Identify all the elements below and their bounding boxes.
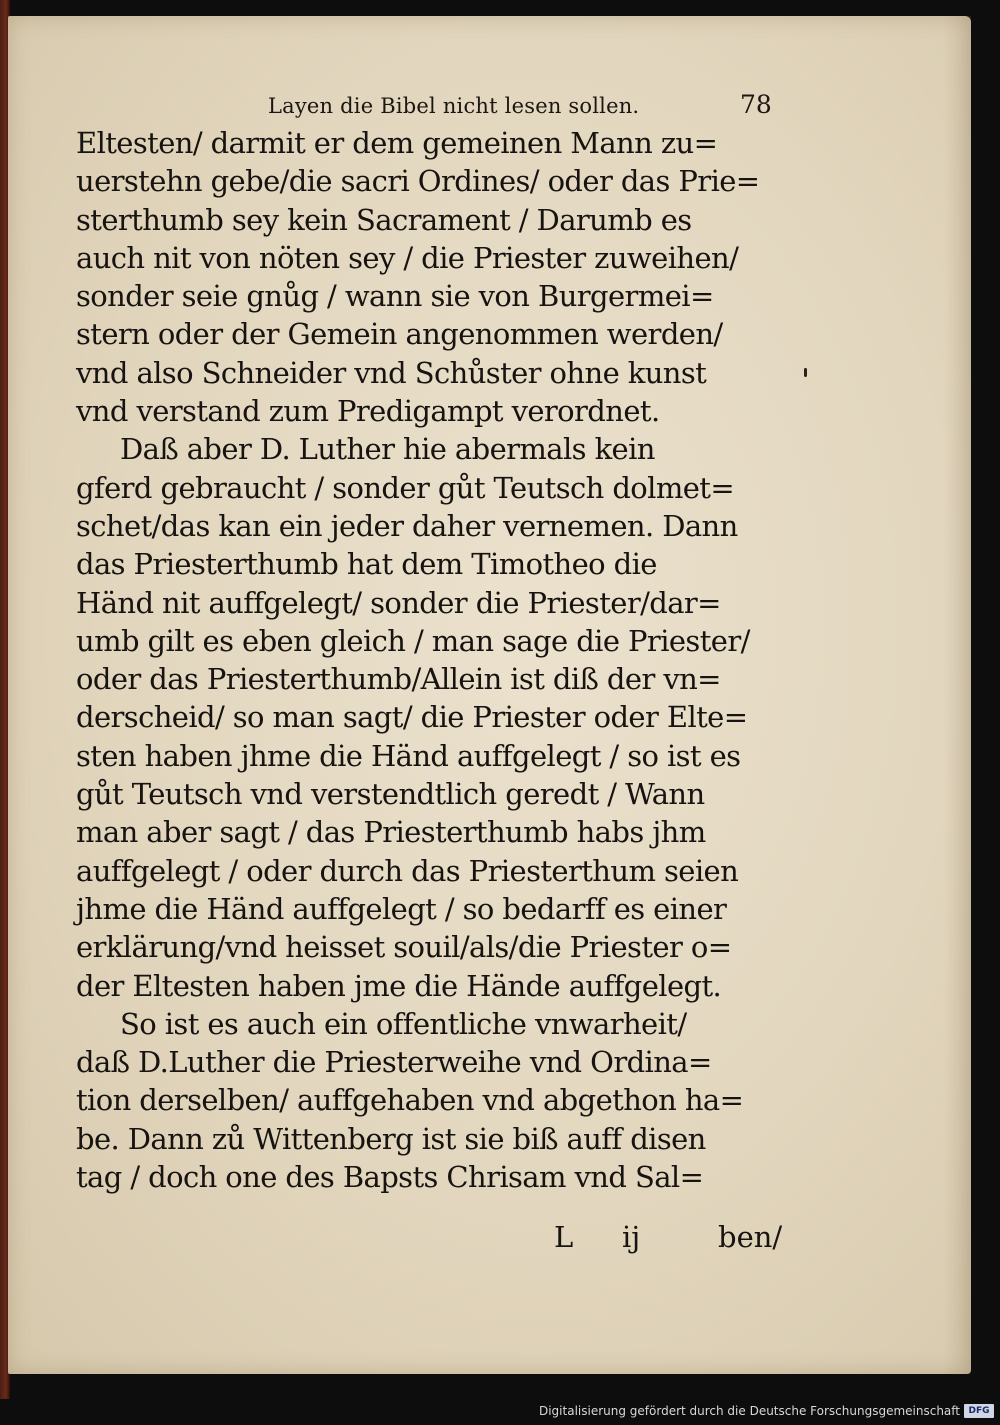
running-title: Layen die Bibel nicht lesen sollen. xyxy=(268,94,640,118)
text-line: sten haben jhme die Händ auffgelegt / so ist es xyxy=(76,738,741,773)
text-line: tion derselben/ auffgehaben vnd abgethon ha= xyxy=(76,1083,744,1118)
text-line: das Priesterthumb hat dem Timotheo die xyxy=(76,547,657,582)
signature-mark: L xyxy=(554,1220,574,1254)
text-line: Händ nit auffgelegt/ sonder die Priester/dar= xyxy=(76,585,721,620)
funding-credit: Digitalisierung gefördert durch die Deutsche Forschungsgemeinschaft xyxy=(538,1404,960,1418)
text-line: derscheid/ so man sagt/ die Priester oder Elte= xyxy=(76,700,748,735)
text-line: stern oder der Gemein angenommen werden/ xyxy=(76,317,723,352)
text-line: tag / doch one des Bapsts Chrisam vnd Sal= xyxy=(76,1160,704,1195)
text-line: erklärung/vnd heisset souil/als/die Priester o= xyxy=(76,930,732,965)
text-line: auch nit von nöten sey / die Priester zuweihen/ xyxy=(76,240,739,275)
book-page xyxy=(8,16,971,1374)
text-line: oder das Priesterthumb/Allein ist diß der vn= xyxy=(76,662,721,697)
text-line: gferd gebraucht / sonder gůt Teutsch dolmet= xyxy=(76,470,735,505)
text-line: vnd also Schneider vnd Schůster ohne kunst xyxy=(76,355,707,390)
digitization-footer xyxy=(0,1399,1000,1425)
catchword: ben/ xyxy=(718,1220,783,1254)
text-line: uerstehn gebe/die sacri Ordines/ oder das Prie= xyxy=(76,164,760,199)
text-line: vnd verstand zum Predigampt verordnet. xyxy=(76,394,660,429)
text-line: man aber sagt / das Priesterthumb habs jhm xyxy=(76,815,706,850)
text-line: schet/das kan ein jeder daher vernemen. Dann xyxy=(76,508,738,543)
text-line: daß D.Luther die Priesterweihe vnd Ordina= xyxy=(76,1045,712,1080)
text-line: sterthumb sey kein Sacrament / Darumb es xyxy=(76,202,692,237)
page-number: 78 xyxy=(740,90,772,119)
text-line: auffgelegt / oder durch das Priesterthum seien xyxy=(76,853,739,888)
text-line: gůt Teutsch vnd verstendtlich geredt / Wann xyxy=(76,777,705,812)
signature-number: ij xyxy=(622,1220,641,1254)
text-line: be. Dann zů Wittenberg ist sie biß auff disen xyxy=(76,1121,706,1156)
paragraph-start-line: So ist es auch ein offentliche vnwarheit/ xyxy=(120,1006,687,1041)
signature-line xyxy=(548,1220,808,1260)
ink-speck xyxy=(804,368,807,377)
text-line: jhme die Händ auffgelegt / so bedarff es einer xyxy=(76,891,727,926)
dfg-logo: DFG xyxy=(964,1404,994,1418)
body-text xyxy=(76,124,796,1196)
paragraph-start-line: Daß aber D. Luther hie abermals kein xyxy=(120,432,655,467)
text-line: sonder seie gnůg / wann sie von Burgermei= xyxy=(76,279,714,314)
text-line: umb gilt es eben gleich / man sage die Priester/ xyxy=(76,623,750,658)
text-line: der Eltesten haben jme die Hände auffgelegt. xyxy=(76,968,722,1003)
text-line: Eltesten/ darmit er dem gemeinen Mann zu= xyxy=(76,126,718,160)
